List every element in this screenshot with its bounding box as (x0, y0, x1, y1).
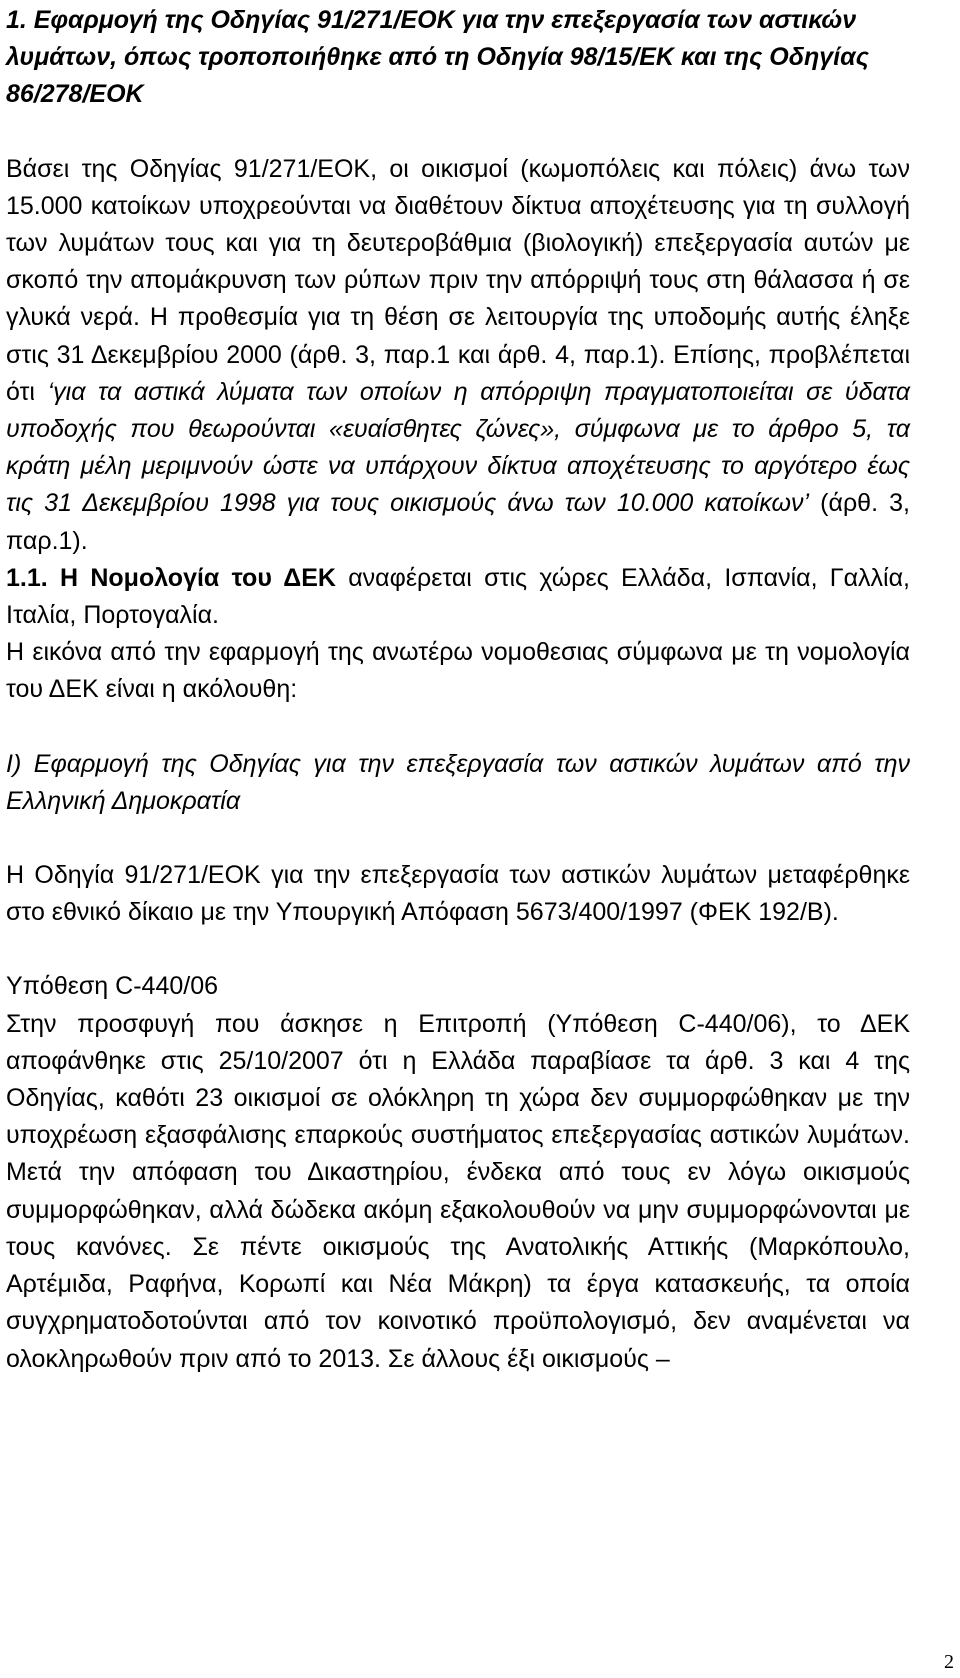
paragraph-text: (άρθ. 3, παρ.1). (6, 489, 910, 555)
paragraph-transposition: Η Οδηγία 91/271/ΕΟΚ για την επεξεργασία των αστικών λυμάτων μεταφέρθηκε στο εθνικό δίκαιο με την Υπουργική Απόφαση 5673/400/1997 (ΦΕΚ 192/Β). (6, 861, 910, 927)
quoted-provision: ‘για τα αστικά λύματα των οποίων η απόρριψη πραγματοποιείται σε ύδατα υποδοχής που θεωρούνται «ευαίσθητες ζώνες», σύμφωνα με το άρθρο 5, τα κράτη μέλη μεριμνούν ώστε να υπάρχουν δίκτυα αποχέτευσης το αργότερο έως τις 31 Δεκεμβρίου 1998 για τους οικισμούς άνω των 10.000 κατοίκων’ (6, 377, 910, 518)
document-body (6, 2, 910, 1378)
paragraph-text: αναφέρεται στις χώρες Ελλάδα, Ισπανία, Γαλλία, Ιταλία, Πορτογαλία. (6, 563, 910, 630)
subheading-greece: I) Εφαρμογή της Οδηγίας για την επεξεργασία των αστικών λυμάτων από την Ελληνική Δημοκρατία (6, 749, 910, 815)
paragraph-overview: Η εικόνα από την εφαρμογή της ανωτέρω νομοθεσιας σύμφωνα με τη νομολογία του ΔΕΚ είναι η ακόλουθη: (6, 638, 910, 704)
subsection-heading: 1.1. Η Νομολογία του ΔΕΚ (6, 563, 336, 592)
case-title: Υπόθεση C-440/06 (6, 972, 218, 1001)
paragraph-directive-obligations (6, 151, 910, 560)
page-number: 2 (944, 1651, 954, 1673)
paragraph-case-law (6, 560, 910, 634)
section-heading: 1. Εφαρμογή της Οδηγίας 91/271/ΕΟΚ για την επεξεργασία των αστικών λυμάτων, όπως τροποποιήθηκε από τη Οδηγία 98/15/ΕΚ και της Οδηγίας 86/278/ΕΟΚ (6, 6, 869, 109)
paragraph-case-c440-06: Στην προσφυγή που άσκησε η Επιτροπή (Υπόθεση C-440/06), το ΔΕΚ αποφάνθηκε στις 25/10/2007 ότι η Ελλάδα παραβίασε τα άρθ. 3 και 4 της Οδηγίας, καθότι 23 οικισμοί σε ολόκληρη τη χώρα δεν συμμορφώθηκαν με την υποχρέωση εξασφάλισης επαρκούς συστήματος επεξεργασίας αστικών λυμάτων. Μετά την απόφαση του Δικαστηρίου, ένδεκα από τους εν λόγω οικισμούς συμμορφώθηκαν, αλλά δώδεκα ακόμη εξακολουθούν να μην συμμορφώνονται με τους κανόνες. Σε πέντε οικισμούς της Ανατολικής Αττικής (Μαρκόπουλο, Αρτέμιδα, Ραφήνα, Κορωπί και Νέα Μάκρη) τα έργα κατασκευής, τα οποία συγχρηματοδοτούνται από τον κοινοτικό προϋπολογισμό, δεν αναμένεται να ολοκληρωθούν πριν από το 2013. Σε άλλους έξι οικισμούς – (6, 1009, 910, 1373)
paragraph-text: Βάσει της Οδηγίας 91/271/ΕΟΚ, οι οικισμοί (κωμοπόλεις και πόλεις) άνω των 15.000 κατοίκων υποχρεούνται να διαθέτουν δίκτυα αποχέτευσης για τη συλλογή των λυμάτων τους και για τη δευτεροβάθμια (βιολογική) επεξεργασία αυτών με σκοπό την απομάκρυνση των ρύπων πριν την απόρριψή τους στη θάλασσα ή σε γλυκά νερά. Η προθεσμία για τη θέση σε λειτουργία της υποδομής αυτής έληξε στις 31 Δεκεμβρίου 2000 (άρθ. 3, παρ.1 και άρθ. 4, παρ.1). Επίσης, προβλέπεται ότι (6, 154, 910, 406)
